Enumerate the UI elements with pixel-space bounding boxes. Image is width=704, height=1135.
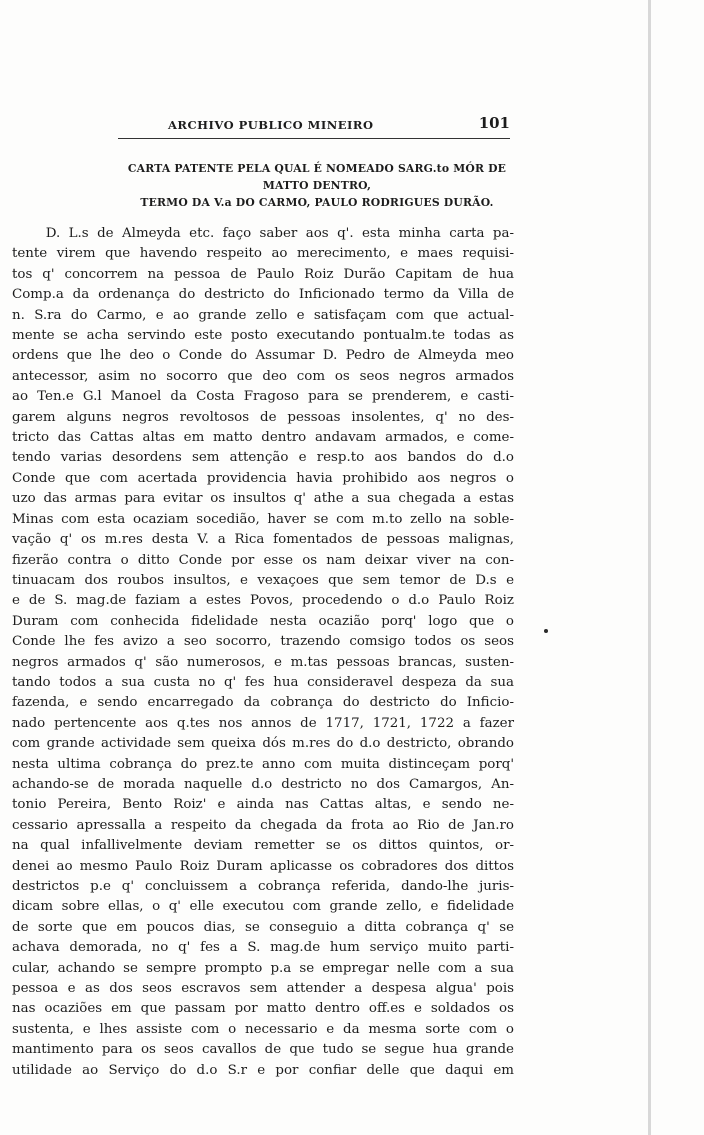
text-line: tos q' concorrem na pessoa de Paulo Roiz Durão Capitam de hua bbox=[12, 266, 514, 282]
text-line: mente se acha servindo este posto executando pontualm.te todas as bbox=[12, 328, 514, 344]
text-line: nesta ultima cobrança do prez.te anno com muita distinceçam porq' bbox=[12, 756, 514, 772]
text-line: garem alguns negros revoltosos de pessoas insolentes, q' no des- bbox=[12, 409, 514, 425]
text-line: nado pertencente aos q.tes nos annos de 1717, 1721, 1722 a fazer bbox=[12, 715, 514, 731]
page-number: 101 bbox=[478, 114, 510, 132]
text-line: fazenda, e sendo encarregado da cobrança do destricto do Inficio- bbox=[12, 695, 514, 711]
text-line: cessario apressalla a respeito da chegada da frota ao Rio de Jan.ro bbox=[12, 817, 514, 833]
title-line: TERMO DA V.a DO CARMO, PAULO RODRIGUES DURÃO. bbox=[140, 196, 494, 209]
text-line: utilidade ao Serviço do d.o S.r e por confiar delle que daqui em bbox=[12, 1062, 514, 1078]
text-line: n. S.ra do Carmo, e ao grande zello e satisfaçam com que actual- bbox=[12, 307, 514, 323]
text-line: D. L.s de Almeyda etc. faço saber aos q'. esta minha carta pa- bbox=[12, 226, 514, 241]
text-line: uzo das armas para evitar os insultos q' athe a sua chegada a estas bbox=[12, 491, 514, 507]
text-line: cular, achando se sempre prompto p.a se empregar nelle com a sua bbox=[12, 960, 514, 976]
body-text bbox=[12, 224, 514, 1081]
text-line: ordens que lhe deo o Conde do Assumar D. Pedro de Almeyda meo bbox=[12, 348, 514, 364]
running-head bbox=[118, 114, 510, 136]
text-line: tente virem que havendo respeito ao merecimento, e maes requisi- bbox=[12, 246, 514, 262]
text-line: na qual infallivelmente deviam remetter se os dittos quintos, or- bbox=[12, 838, 514, 854]
text-line: achava demorada, no q' fes a S. mag.de hum serviço muito parti- bbox=[12, 940, 514, 956]
text-line: Comp.a da ordenança do destricto do Inficionado termo da Villa de bbox=[12, 287, 514, 303]
document-title bbox=[118, 160, 516, 211]
text-line: fizerão contra o ditto Conde por esse os nam deixar viver na con- bbox=[12, 552, 514, 568]
text-line: pessoa e as dos seos escravos sem attender a despesa algua' pois bbox=[12, 981, 514, 997]
text-line: tonio Pereira, Bento Roiz' e ainda nas Cattas altas, e sendo ne- bbox=[12, 797, 514, 813]
text-line: Minas com esta ocaziam socedião, haver se com m.to zello na soble- bbox=[12, 511, 514, 527]
text-line: denei ao mesmo Paulo Roiz Duram aplicasse os cobradores dos dittos bbox=[12, 858, 514, 874]
binding-edge-line bbox=[648, 0, 651, 1135]
text-line: tinuacam dos roubos insultos, e vexaçoes que sem temor de D.s e bbox=[12, 572, 514, 588]
text-line: negros armados q' são numerosos, e m.tas pessoas brancas, susten- bbox=[12, 654, 514, 670]
text-line: antecessor, asim no socorro que deo com os seos negros armados bbox=[12, 368, 514, 384]
text-line: tricto das Cattas altas em matto dentro andavam armados, e come- bbox=[12, 430, 514, 446]
text-line: com grande actividade sem queixa dós m.res do d.o destricto, obrando bbox=[12, 736, 514, 752]
text-line: sustenta, e lhes assiste com o necessario e da mesma sorte com o bbox=[12, 1021, 514, 1037]
title-line: CARTA PATENTE PELA QUAL É NOMEADO SARG.to MÓR DE MATTO DENTRO, bbox=[127, 162, 507, 192]
running-title: ARCHIVO PUBLICO MINEIRO bbox=[168, 118, 374, 132]
text-line: destrictos p.e q' concluissem a cobrança referida, dando-lhe juris- bbox=[12, 879, 514, 894]
text-line: nas ocaziões em que passam por matto dentro off.es e soldados os bbox=[12, 1001, 514, 1017]
text-line: Duram com conhecida fidelidade nesta ocazião porq' logo que o bbox=[12, 613, 514, 629]
text-line: mantimento para os seos cavallos de que tudo se segue hua grande bbox=[12, 1042, 514, 1058]
text-line: Conde que com acertada providencia havia prohibido aos negros o bbox=[12, 470, 514, 486]
text-line: vação q' os m.res desta V. a Rica fomentados de pessoas malignas, bbox=[12, 532, 514, 548]
text-line: dicam sobre ellas, o q' elle executou com grande zello, e fidelidade bbox=[12, 899, 514, 915]
text-line: Conde lhe fes avizo a seo socorro, trazendo comsigo todos os seos bbox=[12, 634, 514, 650]
text-line: achando-se de morada naquelle d.o destricto no dos Camargos, An- bbox=[12, 776, 514, 792]
text-line: tendo varias desordens sem attenção e resp.to aos bandos do d.o bbox=[12, 450, 514, 466]
text-line: ao Ten.e G.l Manoel da Costa Fragoso para se prenderem, e casti- bbox=[12, 389, 514, 405]
ink-speck bbox=[544, 629, 548, 633]
text-line: de sorte que em poucos dias, se conseguio a ditta cobrança q' se bbox=[12, 919, 514, 935]
text-line: e de S. mag.de faziam a estes Povos, procedendo o d.o Paulo Roiz bbox=[12, 593, 514, 609]
header-rule bbox=[118, 138, 510, 139]
text-line: tando todos a sua custa no q' fes hua consideravel despeza da sua bbox=[12, 674, 514, 690]
